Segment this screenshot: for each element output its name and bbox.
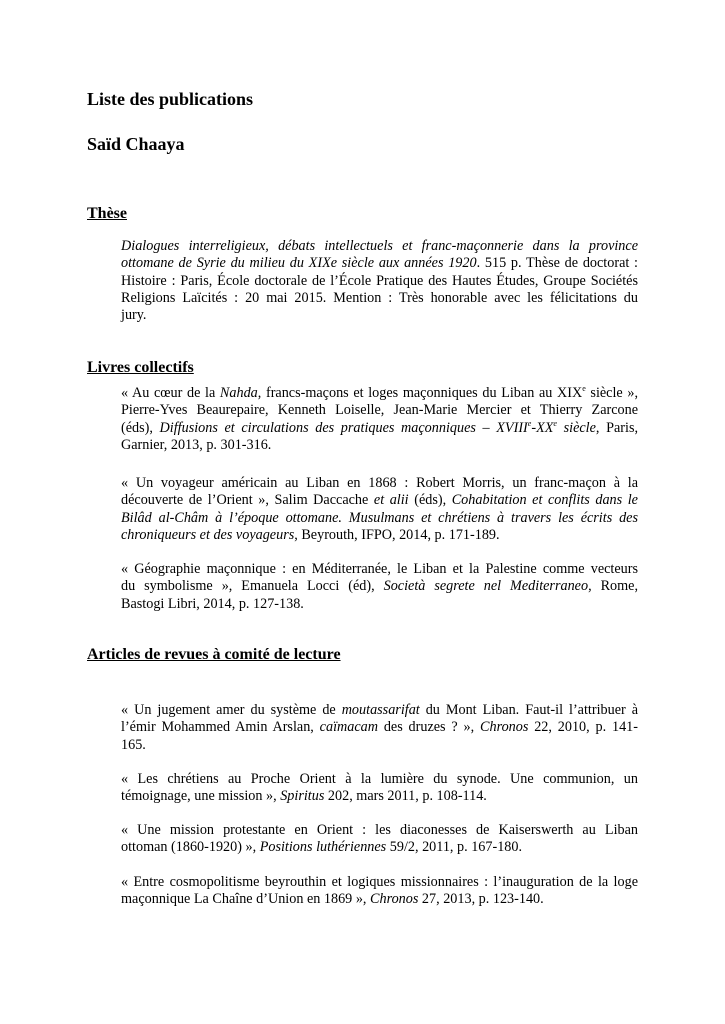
text-run: Pierre-Yves Beaurepaire, Kenneth Loiselle, Jean-Marie Mercier et Thierry Zarcone: [121, 402, 638, 419]
text-run: « Un jugement amer du système de: [121, 702, 342, 718]
text-run: siècle »,: [585, 385, 639, 401]
text-run: ottoman (1860-1920) »,: [121, 839, 260, 856]
italic-text: Chronos: [370, 891, 419, 908]
text-run: Histoire : Paris, École doctorale de l’École Pratique des Hautes Études, Groupe Sociétés: [121, 272, 638, 289]
entry-line: [121, 788, 638, 805]
italic-text: moutassarifat: [341, 702, 420, 718]
text-run: l’émir Mohammed Amin Arslan,: [121, 719, 320, 736]
text-run: , Paris,: [595, 419, 639, 436]
superscript-text: e: [553, 418, 557, 428]
italic-text: Dialogues interreligieux, débats intellectuels et franc-maçonnerie dans la province: [121, 238, 638, 254]
entry-line: [121, 238, 638, 255]
text-run: , Rome,: [588, 578, 639, 595]
text-run: découverte de l’Orient », Salim Daccache: [121, 492, 374, 509]
text-run: jury.: [121, 307, 147, 324]
text-run: « Les chrétiens au Proche Orient à la lumière du synode. Une communion, un: [121, 771, 638, 787]
text-run: (éds),: [121, 419, 160, 436]
italic-text: Chronos: [480, 719, 529, 736]
publication-entry: [121, 475, 638, 544]
publication-entry: [121, 561, 638, 613]
italic-text: Bilâd al-Châm à l’époque ottomane. Musulmans et chrétiens à travers les écrits des: [121, 509, 638, 526]
entry-line: [121, 385, 638, 402]
entry-line: [121, 719, 638, 736]
italic-text: siècle: [556, 419, 596, 436]
entry-line: [121, 578, 638, 595]
italic-text: et alii: [373, 492, 409, 509]
entry-line: [121, 492, 638, 509]
publication-entry: [121, 771, 638, 806]
text-run: Garnier, 2013, p. 301-316.: [121, 436, 272, 453]
text-run: . 515 p. Thèse de doctorat :: [476, 255, 638, 272]
italic-text: Cohabitation et conflits dans le: [451, 492, 638, 509]
text-run: « Entre cosmopolitisme beyrouthin et logiques missionnaires : l’inauguration de la loge: [121, 874, 638, 890]
text-run: 27, 2013, p. 123-140.: [418, 891, 544, 908]
entry-line: [121, 822, 638, 839]
publication-entry: [121, 238, 638, 324]
italic-text: caïmacam: [319, 719, 378, 736]
entry-line: [121, 475, 638, 492]
entry-line: [121, 771, 638, 788]
entry-line: [121, 402, 638, 419]
text-run: , francs-maçons et loges maçonniques du Liban au XIX: [257, 385, 583, 401]
italic-text: Società segrete nel Mediterraneo: [383, 578, 589, 595]
superscript-text: e: [527, 418, 532, 428]
publication-entry: [121, 874, 638, 909]
entry-line: [121, 420, 638, 437]
entry-line: [121, 255, 638, 272]
section-heading-articles: Articles de revues à comité de lecture: [87, 646, 341, 663]
author-name: Saïd Chaaya: [87, 134, 185, 154]
entry-line: [121, 737, 638, 754]
entry-line: [121, 273, 638, 290]
text-run: maçonnique La Chaîne d’Union en 1869 »,: [121, 891, 371, 908]
text-run: 22, 2010, p. 141-: [528, 719, 638, 736]
entry-line: [121, 839, 638, 856]
entry-line: [121, 891, 638, 908]
section-heading-these: Thèse: [87, 205, 127, 222]
italic-text: Positions luthériennes: [259, 839, 387, 856]
entry-line: [121, 290, 638, 307]
entry-line: [121, 596, 638, 613]
text-run: 59/2, 2011, p. 167-180.: [386, 839, 523, 856]
text-run: (éds),: [408, 492, 452, 509]
italic-text: ottomane de Syrie du milieu du XIXe siècle aux années 1920: [121, 255, 477, 272]
entry-line: [121, 527, 638, 544]
superscript-text: e: [582, 384, 586, 393]
text-run: Bastogi Libri, 2014, p. 127-138.: [121, 595, 304, 612]
text-run: des druzes ? »,: [377, 719, 481, 736]
entry-line: [121, 510, 638, 527]
entry-line: [121, 702, 638, 719]
publication-entry: [121, 702, 638, 754]
italic-text: Spiritus: [280, 788, 325, 805]
text-run: 165.: [121, 736, 146, 753]
section-heading-livres-collectifs: Livres collectifs: [87, 359, 194, 376]
italic-text: Nahda: [219, 385, 258, 401]
entry-line: [121, 437, 638, 454]
text-run: « Géographie maçonnique : en Méditerranée, le Liban et la Palestine comme vecteurs: [121, 561, 638, 577]
text-run: « Un voyageur américain au Liban en 1868 : Robert Morris, un franc-maçon à la: [121, 475, 638, 491]
text-run: témoignage, une mission »,: [121, 788, 281, 805]
publication-entry: [121, 385, 638, 454]
italic-text: chroniqueurs et des voyageurs: [121, 526, 295, 543]
entry-line: [121, 307, 638, 324]
text-run: « Au cœur de la: [121, 385, 220, 401]
text-run: , Beyrouth, IFPO, 2014, p. 171-189.: [294, 526, 500, 543]
text-run: 202, mars 2011, p. 108-114.: [324, 788, 487, 805]
page-title: Liste des publications: [87, 89, 254, 109]
text-run: du Mont Liban. Faut-il l’attribuer à: [419, 702, 638, 718]
entry-line: [121, 874, 638, 891]
entry-line: [121, 561, 638, 578]
italic-text: -XX: [531, 419, 554, 436]
publication-entry: [121, 822, 638, 857]
text-run: « Une mission protestante en Orient : les diaconesses de Kaiserswerth au Liban: [121, 822, 638, 838]
text-run: du symbolisme », Emanuela Locci (éd),: [121, 578, 384, 595]
italic-text: Diffusions et circulations des pratiques maçonniques – XVIII: [159, 419, 528, 436]
text-run: Religions Laïcités : 20 mai 2015. Mention : Très honorable avec les félicitations du: [121, 289, 638, 306]
